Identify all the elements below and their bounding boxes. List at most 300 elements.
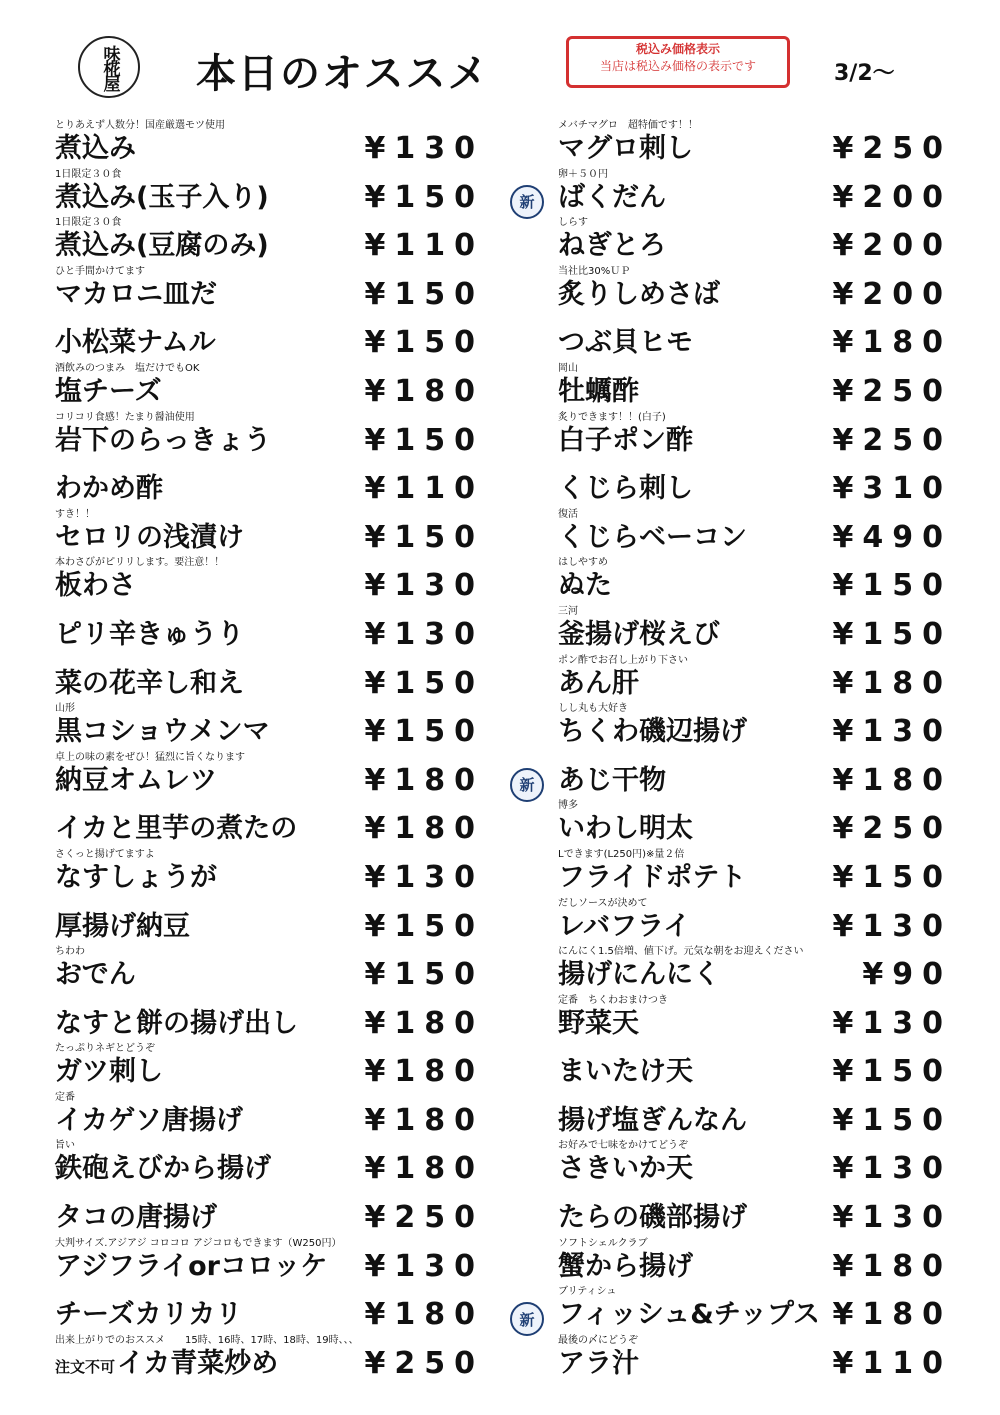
menu-item-row: [55, 859, 484, 896]
menu-item-name-wrap: [55, 1200, 217, 1236]
menu-item-price: ¥150: [364, 665, 484, 701]
menu-item: [55, 1237, 484, 1287]
menu-item-name: 岩下のらっきょう: [55, 424, 271, 456]
menu-item-name-wrap: [55, 860, 217, 896]
menu-item-note: すき！！: [55, 508, 95, 520]
menu-item-price: ¥110: [364, 471, 484, 507]
menu-item-note: 最後の〆にどうぞ: [558, 1334, 638, 1346]
menu-item-row: [558, 908, 952, 945]
menu-item-row: [558, 471, 952, 507]
menu-item-price: ¥130: [832, 1005, 952, 1041]
menu-item-name: イカと里芋の煮たの: [55, 813, 298, 845]
menu-item: [558, 800, 952, 849]
menu-item-price: ¥130: [364, 616, 484, 652]
menu-item-note: ブリティシュ: [558, 1286, 617, 1298]
menu-item-price: ¥180: [832, 762, 952, 798]
tax-notice-heading: 税込み価格表示: [635, 42, 720, 56]
menu-item-note: 当社比30%ＵＰ: [558, 265, 631, 277]
menu-item-note: 復活: [558, 508, 578, 520]
menu-item-price: ¥110: [364, 228, 484, 264]
menu-item-name: 揚げにんにく: [558, 959, 720, 991]
menu-item: [55, 168, 484, 218]
menu-item-note: お好みで七味をかけてどうぞ: [558, 1140, 688, 1152]
menu-item-name: マカロニ皿だ: [55, 278, 217, 310]
menu-item-note: はしやすめ: [558, 557, 608, 569]
menu-item-name: チーズカリカリ: [55, 1299, 243, 1331]
menu-item-row: [519, 1297, 952, 1333]
menu-item: [558, 703, 952, 752]
menu-item-row: [55, 179, 484, 216]
menu-item-name-wrap: [55, 811, 297, 847]
menu-item-note: 出来上がりでのおススメ 15時、16時、17時、18時、19時、、、: [55, 1334, 359, 1346]
menu-item-name-wrap: [55, 423, 271, 459]
menu-item-name-wrap: [558, 811, 693, 847]
menu-item-note: 1日限定３０食: [55, 168, 122, 180]
menu-item-row: [519, 762, 952, 799]
menu-item-name: アジフライorコロッケ: [55, 1250, 328, 1282]
menu-item-name-wrap: [55, 520, 244, 556]
menu-item-price: ¥180: [832, 325, 952, 361]
menu-item-row: [55, 1248, 484, 1285]
menu-item-name: 黒コショウメンマ: [55, 716, 270, 748]
menu-item-price: ¥180: [364, 1054, 484, 1090]
menu-item-note: Lできます(L250円)※量２倍: [558, 848, 685, 860]
menu-item-name-wrap: [558, 1346, 639, 1382]
menu-item-name: 煮込み(豆腐のみ): [55, 230, 269, 262]
menu-item: [519, 168, 952, 218]
menu-item-name-wrap: [558, 568, 612, 604]
menu-item-note: 岡山: [558, 362, 578, 374]
menu-item: [55, 1043, 484, 1092]
menu-item-name: 納豆オムレツ: [55, 764, 217, 796]
menu-item-name-wrap: [558, 617, 720, 653]
menu-item-note: 博多: [558, 800, 578, 812]
menu-item: [55, 703, 484, 752]
menu-item-note: メバチマグロ 超特価です！！: [558, 120, 698, 131]
menu-item-name-wrap: [558, 1200, 747, 1236]
menu-item-price: ¥180: [364, 1005, 484, 1041]
menu-item: [558, 1189, 952, 1238]
menu-item-name-wrap: [558, 666, 639, 702]
menu-item-name-wrap: [558, 763, 666, 799]
menu-item-price: ¥150: [364, 179, 484, 215]
menu-item: [55, 1286, 484, 1335]
menu-column-right: [519, 120, 952, 1383]
menu-item-price: ¥180: [832, 1248, 952, 1284]
menu-item: [558, 1237, 952, 1287]
menu-item-price: ¥90: [862, 957, 952, 993]
menu-item-price: ¥250: [832, 811, 952, 847]
menu-item: [558, 460, 952, 509]
shop-logo: [78, 36, 140, 98]
menu-item-name: 厚揚げ納豆: [55, 910, 190, 942]
menu-item: [519, 1286, 952, 1335]
menu-item-name: ねぎとろ: [558, 230, 666, 262]
menu-item-note: 卵＋５０円: [558, 168, 608, 180]
menu-item-price: ¥250: [832, 373, 952, 409]
menu-item-name-wrap: [55, 714, 270, 750]
menu-item-name: くじら刺し: [558, 473, 693, 505]
menu-item-row: [558, 422, 952, 459]
menu-item-row: [55, 1297, 484, 1333]
menu-item-price: ¥180: [364, 1102, 484, 1138]
menu-item-name: 牡蠣酢: [558, 375, 639, 407]
menu-item-note: 酒飲みのつまみ 塩だけでもOK: [55, 362, 200, 374]
menu-item-price: ¥150: [832, 1054, 952, 1090]
menu-item-name: ぬた: [558, 570, 612, 602]
menu-item-name: 小松菜ナムル: [55, 327, 216, 359]
menu-item-price: ¥250: [364, 1345, 484, 1381]
menu-item-price: ¥150: [832, 616, 952, 652]
menu-item-name: わかめ酢: [55, 473, 163, 505]
menu-item: [558, 265, 952, 315]
menu-item-name-wrap: [558, 277, 720, 313]
menu-item-price: ¥130: [364, 1248, 484, 1284]
menu-item-price: ¥150: [364, 276, 484, 312]
menu-item-name: 鉄砲えびから揚げ: [55, 1153, 271, 1185]
menu-item: [55, 946, 484, 995]
menu-item-name: 煮込み: [55, 133, 136, 164]
menu-item-row: [558, 1345, 952, 1382]
menu-item-name-wrap: [558, 374, 639, 410]
menu-item: [558, 508, 952, 558]
menu-item: [55, 362, 484, 412]
menu-item-row: [558, 325, 952, 361]
menu-item-price: ¥130: [364, 568, 484, 604]
menu-item-row: [558, 714, 952, 750]
menu-item-price: ¥180: [832, 1297, 952, 1333]
menu-item-row: [55, 1151, 484, 1187]
menu-item-name: 菜の花辛し和え: [55, 667, 244, 699]
menu-item-name-wrap: [55, 617, 244, 653]
menu-item-row: [558, 1054, 952, 1090]
menu-item: [55, 995, 484, 1044]
menu-item-price: ¥150: [364, 957, 484, 993]
menu-item-row: [55, 957, 484, 993]
menu-item-row: [55, 131, 484, 167]
menu-item-name-wrap: [558, 714, 747, 750]
menu-item-row: [558, 1005, 952, 1042]
menu-item-name-wrap: [55, 1006, 298, 1042]
menu-item-name: なすしょうが: [55, 861, 217, 893]
menu-item-row: [558, 519, 952, 556]
menu-item-row: [55, 1005, 484, 1042]
menu-item-name: いわし明太: [558, 813, 693, 845]
menu-item-name: ピリ辛きゅうり: [55, 618, 244, 650]
menu-item-row: [55, 714, 484, 750]
menu-item-name: 揚げ塩ぎんなん: [558, 1104, 747, 1136]
menu-item-note: ソフトシェルクラブ: [558, 1237, 648, 1249]
menu-item-name-wrap: [55, 909, 190, 945]
menu-item-name: ばくだん: [558, 181, 666, 213]
menu-item-name: タコの唐揚げ: [55, 1202, 217, 1234]
menu-item: [558, 946, 952, 995]
menu-item-row: [55, 1054, 484, 1090]
menu-item-name-wrap: [55, 131, 136, 167]
menu-item-price: ¥130: [364, 859, 484, 895]
menu-item-name: たらの磯部揚げ: [558, 1202, 747, 1234]
menu-item-name: まいたけ天: [558, 1056, 693, 1088]
menu-item-row: [558, 957, 952, 993]
menu-item-name-wrap: [558, 131, 693, 167]
menu-item-note: しらす: [558, 217, 588, 229]
menu-item-name: さきいか天: [558, 1153, 693, 1185]
menu-item-row: [519, 179, 952, 216]
menu-item-price: ¥180: [832, 665, 952, 701]
menu-item-price: ¥150: [832, 568, 952, 604]
menu-item: [55, 1140, 484, 1189]
menu-item-price: ¥150: [832, 1102, 952, 1138]
new-badge: 新: [510, 1302, 544, 1336]
menu-item: [55, 120, 484, 169]
menu-item-name: イカ青菜炒め: [117, 1347, 279, 1379]
menu-item-name-wrap: [55, 180, 269, 216]
menu-item-name-wrap: [558, 325, 693, 361]
menu-item-row: [558, 276, 952, 313]
menu-item: [558, 362, 952, 412]
menu-item-name-wrap: [558, 228, 666, 264]
menu-item-name-wrap: [558, 860, 746, 896]
menu-item: [55, 508, 484, 558]
menu-item-name-wrap: [55, 763, 217, 799]
menu-item: [55, 1091, 484, 1141]
menu-item-prefix: 注文不可: [55, 1357, 116, 1376]
menu-item-note: 三河: [558, 605, 578, 617]
menu-item-note: コリコリ食感！たまり醤油使用: [55, 411, 195, 423]
menu-item-name-wrap: [558, 1151, 693, 1187]
menu-item-price: ¥250: [364, 1200, 484, 1236]
menu-item-row: [55, 762, 484, 799]
menu-item: [558, 605, 952, 655]
new-badge: 新: [510, 768, 544, 802]
menu-item-price: ¥130: [832, 1151, 952, 1187]
menu-item-price: ¥150: [364, 714, 484, 750]
menu-item-name: イカゲソ唐揚げ: [55, 1104, 243, 1136]
menu-item: [55, 265, 484, 315]
menu-item-row: [55, 908, 484, 945]
menu-item-row: [558, 1200, 952, 1236]
menu-item-name-wrap: [558, 471, 693, 507]
menu-item-name-wrap: [558, 1006, 639, 1042]
menu-item-name-wrap: [55, 325, 216, 361]
menu-item: [558, 1043, 952, 1092]
menu-item-name: 蟹から揚げ: [558, 1250, 693, 1282]
menu-item-note: 定番 ちくわおまけつき: [558, 994, 668, 1006]
menu-item-note: 本わさびがピリリします。要注意！！: [55, 557, 225, 569]
menu-item: [55, 411, 484, 461]
menu-item-note: ひと手間かけてます: [55, 265, 145, 277]
menu-item-row: [55, 373, 484, 410]
menu-item-price: ¥150: [364, 325, 484, 361]
menu-item: [55, 606, 484, 655]
menu-item-note: しし丸も大好き: [558, 703, 628, 715]
menu-item-name: つぶ貝ヒモ: [558, 327, 693, 359]
menu-item-row: [55, 568, 484, 604]
logo-text: 味椛屋: [99, 44, 120, 90]
menu-item: [558, 1092, 952, 1141]
menu-item-name: レバフライ: [558, 910, 691, 942]
menu-item-price: ¥180: [364, 762, 484, 798]
menu-item-name: アラ汁: [558, 1347, 639, 1379]
menu-item-name: おでん: [55, 959, 136, 991]
menu-item-name-wrap: [55, 1297, 242, 1333]
menu-item-name: マグロ刺し: [558, 133, 693, 164]
menu-item-price: ¥180: [364, 1151, 484, 1187]
menu-item-name: ちくわ磯辺揚げ: [558, 716, 747, 748]
menu-item: [558, 314, 952, 363]
menu-item-price: ¥130: [832, 908, 952, 944]
menu-item-row: [558, 811, 952, 847]
menu-item-name: なすと餅の揚げ出し: [55, 1007, 298, 1039]
menu-item-price: ¥180: [364, 373, 484, 409]
menu-item: [558, 897, 952, 947]
menu-item-price: ¥130: [364, 131, 484, 166]
menu-item-name: セロリの浅漬け: [55, 521, 244, 553]
menu-item-note: 旨い: [55, 1140, 75, 1152]
menu-item-row: [55, 811, 484, 847]
menu-item-name-wrap: [558, 957, 720, 993]
menu-item-row: [55, 422, 484, 459]
menu-item: [55, 751, 484, 801]
menu-item-price: ¥490: [832, 519, 952, 555]
new-badge: 新: [510, 185, 544, 219]
menu-item-row: [55, 325, 484, 361]
menu-item: [55, 800, 484, 849]
menu-item-name-wrap: [558, 909, 690, 945]
menu-item-price: ¥130: [832, 714, 952, 750]
menu-item-row: [558, 1151, 952, 1187]
menu-item-note: たっぷりネギとどうぞ: [55, 1043, 155, 1055]
menu-item: [55, 460, 484, 509]
menu-item-row: [55, 1102, 484, 1139]
menu-item-row: [55, 1345, 484, 1382]
menu-item-row: [55, 276, 484, 313]
menu-item-row: [558, 665, 952, 702]
menu-item-row: [55, 519, 484, 556]
menu-item: [558, 1334, 952, 1384]
menu-item: [558, 120, 952, 169]
menu-item-row: [558, 228, 952, 264]
menu-item-name-wrap: [55, 1103, 243, 1139]
menu-item-name-wrap: [558, 423, 693, 459]
menu-item-name: 野菜天: [558, 1007, 639, 1039]
menu-item: [55, 557, 484, 606]
menu-item-row: [55, 228, 484, 264]
menu-item-price: ¥180: [364, 1297, 484, 1333]
menu-item: [55, 898, 484, 947]
menu-item-name: くじらベーコン: [558, 521, 747, 553]
menu-item-row: [55, 471, 484, 507]
menu-item-row: [55, 616, 484, 653]
menu-item-name: あん肝: [558, 667, 639, 699]
menu-item-name-wrap: [55, 277, 217, 313]
menu-item-row: [558, 1248, 952, 1285]
menu-item-name-wrap: [558, 1297, 820, 1333]
menu-item-name-wrap: [558, 180, 666, 216]
menu-item-price: ¥200: [832, 179, 952, 215]
menu-item: [55, 1189, 484, 1238]
menu-item: [558, 557, 952, 606]
menu-item: [558, 217, 952, 266]
menu-item: [558, 1140, 952, 1189]
menu-item-name-wrap: [55, 228, 269, 264]
menu-item-name: 煮込み(玉子入り): [55, 181, 269, 213]
menu-item-note: さくっと揚げてますよ: [55, 848, 155, 860]
menu-item-name-wrap: [55, 374, 162, 410]
menu-item: [558, 848, 952, 898]
menu-item-price: ¥150: [832, 859, 952, 895]
menu-item-note: 卓上の味の素をぜひ！猛烈に旨くなります: [55, 751, 245, 763]
menu-item-name-wrap: [55, 568, 136, 604]
menu-item-note: ポン酢でお召し上がり下さい: [558, 654, 688, 666]
menu-item-price: ¥200: [832, 228, 952, 264]
menu-item-name: 白子ポン酢: [558, 424, 693, 456]
menu-item: [558, 654, 952, 704]
menu-item-row: [55, 1200, 484, 1236]
menu-item-name-wrap: [55, 471, 163, 507]
menu-item-price: ¥250: [832, 131, 952, 166]
menu-item-note: にんにく1.5倍増、値下げ。元気な朝をお迎えください: [558, 946, 804, 958]
tax-notice-text: 当店は税込み価格の表示です: [599, 59, 756, 73]
menu-item-name-wrap: [55, 1151, 271, 1187]
menu-item-row: [558, 568, 952, 604]
menu-item: [558, 411, 952, 461]
menu-item-name: 釜揚げ桜えび: [558, 618, 720, 650]
menu-item-row: [558, 1102, 952, 1139]
menu-item-name-wrap: [558, 1054, 693, 1090]
menu-item-note: 大判サイズ.アジアジ コロコロ アジコロもできます（W250円）: [55, 1237, 342, 1249]
menu-item-price: ¥150: [364, 908, 484, 944]
menu-item-price: ¥150: [364, 422, 484, 458]
menu-item-price: ¥250: [832, 422, 952, 458]
menu-item: [55, 848, 484, 898]
menu-item: [55, 217, 484, 266]
menu-item: [55, 1334, 484, 1384]
menu-item-name: 炙りしめさば: [558, 278, 720, 310]
menu-item-row: [558, 373, 952, 410]
menu-item-price: ¥130: [832, 1200, 952, 1236]
menu-item-price: ¥110: [832, 1345, 952, 1381]
menu-item: [55, 314, 484, 363]
menu-item-note: 定番: [55, 1091, 75, 1103]
menu-item-name-wrap: [55, 666, 244, 702]
menu-item-row: [558, 859, 952, 896]
menu-item-name-wrap: [558, 1103, 747, 1139]
menu-item-price: ¥180: [364, 811, 484, 847]
menu-item: [558, 994, 952, 1044]
menu-item-name: 塩チーズ: [55, 375, 162, 407]
menu-item-name: フィッシュ&チップス: [558, 1299, 820, 1331]
menu-item-name-wrap: [55, 1346, 278, 1382]
menu-item-name: フライドポテト: [558, 861, 747, 893]
menu-item: [55, 655, 484, 704]
menu-item-price: ¥150: [364, 519, 484, 555]
menu-item-name: 板わさ: [55, 570, 136, 602]
menu-item-price: ¥310: [832, 471, 952, 507]
menu-item-name: あじ干物: [558, 764, 666, 796]
menu-item-price: ¥200: [832, 276, 952, 312]
menu-item-name-wrap: [55, 1054, 163, 1090]
menu-item-note: だしソースが決めて: [558, 897, 648, 909]
menu-item-name: ガツ刺し: [55, 1056, 163, 1088]
menu-item-row: [558, 616, 952, 653]
menu-item-note: ちわわ: [55, 946, 85, 958]
menu-item-name-wrap: [558, 1249, 693, 1285]
page-title: 本日のオススメ: [196, 51, 490, 97]
menu-item-name-wrap: [558, 520, 747, 556]
menu-item-row: [55, 665, 484, 702]
menu-column-left: [55, 120, 484, 1383]
